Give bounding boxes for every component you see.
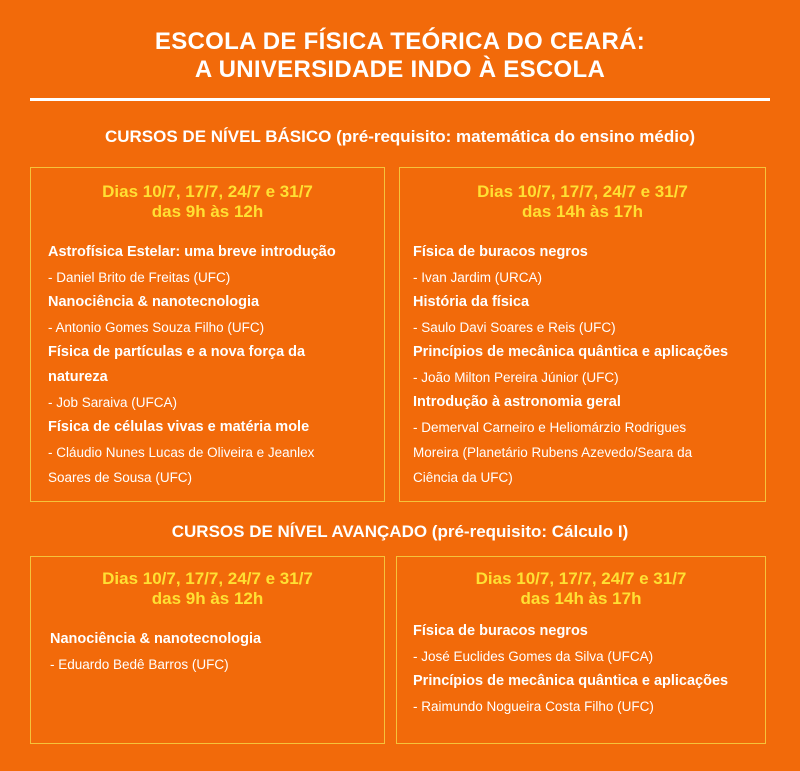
box-hours: das 14h às 17h bbox=[520, 589, 642, 608]
course-name: Astrofísica Estelar: uma breve introdução bbox=[48, 244, 336, 260]
course-teacher: - Cláudio Nunes Lucas de Oliveira e Jeanlex bbox=[48, 445, 315, 460]
divider bbox=[30, 98, 770, 101]
title-line-2: A UNIVERSIDADE INDO À ESCOLA bbox=[194, 56, 606, 83]
box-dates: Dias 10/7, 17/7, 24/7 e 31/7 bbox=[475, 569, 687, 588]
course-name: História da física bbox=[413, 294, 530, 310]
course-teacher: - Ivan Jardim (URCA) bbox=[413, 270, 543, 285]
course-teacher: - João Milton Pereira Júnior (UFC) bbox=[413, 370, 619, 385]
basic-afternoon-box bbox=[399, 167, 766, 502]
course-teacher: Moreira (Planetário Rubens Azevedo/Seara da bbox=[413, 445, 693, 460]
page-title bbox=[0, 28, 800, 84]
basic-section-title: CURSOS DE NÍVEL BÁSICO (pré-requisito: matemática do ensino médio) bbox=[104, 127, 696, 146]
box-hours: das 14h às 17h bbox=[522, 202, 643, 221]
course-name: Princípios de mecânica quântica e aplicações bbox=[413, 344, 729, 360]
course-teacher: Soares de Sousa (UFC) bbox=[48, 470, 193, 485]
box-dates: Dias 10/7, 17/7, 24/7 e 31/7 bbox=[477, 182, 688, 201]
title-line-1: ESCOLA DE FÍSICA TEÓRICA DO CEARÁ: bbox=[154, 28, 646, 55]
course-name: Introdução à astronomia geral bbox=[413, 394, 621, 410]
course-teacher: - Eduardo Bedê Barros (UFC) bbox=[50, 657, 229, 672]
course-teacher: - José Euclides Gomes da Silva (UFCA) bbox=[413, 649, 654, 664]
course-name: Nanociência & nanotecnologia bbox=[48, 294, 260, 310]
advanced-section-title: CURSOS DE NÍVEL AVANÇADO (pré-requisito: Cálculo I) bbox=[171, 522, 629, 541]
course-name: Nanociência & nanotecnologia bbox=[50, 631, 262, 647]
advanced-morning-box bbox=[30, 556, 385, 744]
advanced-afternoon-box bbox=[396, 556, 766, 744]
box-hours: das 9h às 12h bbox=[151, 589, 264, 608]
course-teacher: - Daniel Brito de Freitas (UFC) bbox=[48, 270, 231, 285]
basic-morning-box bbox=[30, 167, 385, 502]
course-name: Física de buracos negros bbox=[413, 623, 588, 639]
box-dates: Dias 10/7, 17/7, 24/7 e 31/7 bbox=[102, 569, 313, 588]
course-name: Princípios de mecânica quântica e aplicações bbox=[413, 673, 729, 689]
box-hours: das 9h às 12h bbox=[151, 202, 264, 221]
course-teacher: - Demerval Carneiro e Heliomárzio Rodrigues bbox=[413, 420, 687, 435]
course-name: natureza bbox=[48, 369, 108, 385]
course-teacher: - Raimundo Nogueira Costa Filho (UFC) bbox=[413, 699, 654, 714]
course-teacher: - Antonio Gomes Souza Filho (UFC) bbox=[48, 320, 265, 335]
box-dates: Dias 10/7, 17/7, 24/7 e 31/7 bbox=[102, 182, 313, 201]
course-name: Física de células vivas e matéria mole bbox=[48, 419, 310, 435]
course-name: Física de buracos negros bbox=[413, 244, 588, 260]
course-name: Física de partículas e a nova força da bbox=[48, 344, 306, 360]
course-teacher: Ciência da UFC) bbox=[413, 470, 513, 485]
course-teacher: - Job Saraiva (UFCA) bbox=[48, 395, 178, 410]
course-teacher: - Saulo Davi Soares e Reis (UFC) bbox=[413, 320, 616, 335]
